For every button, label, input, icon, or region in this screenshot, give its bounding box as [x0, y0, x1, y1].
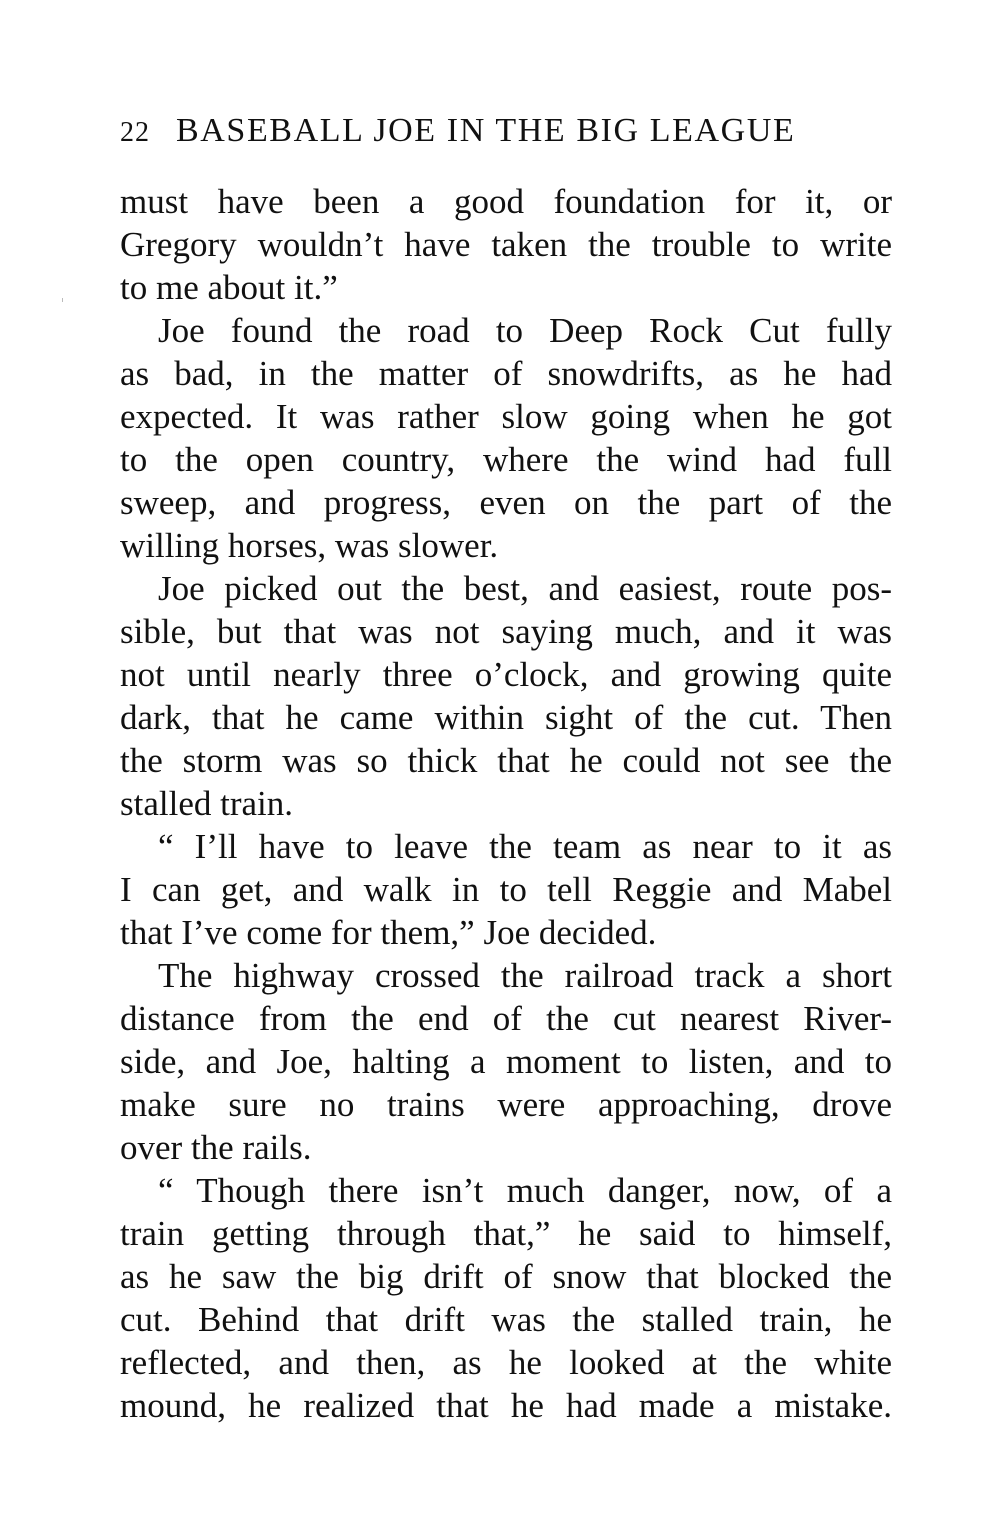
text-line: as he saw the big drift of snow that blocked the — [120, 1257, 892, 1296]
text-line: to me about it.” — [120, 268, 338, 307]
text-line: make sure no trains were approaching, drove — [120, 1085, 892, 1124]
text-line: “ I’ll have to leave the team as near to it as — [158, 827, 892, 866]
text-line: as bad, in the matter of snowdrifts, as he had — [120, 354, 892, 393]
text-line: The highway crossed the railroad track a short — [158, 956, 892, 995]
running-title: BASEBALL JOE IN THE BIG LEAGUE — [176, 112, 796, 149]
text-line: “ Though there isn’t much danger, now, of a — [158, 1171, 892, 1210]
text-line: stalled train. — [120, 784, 294, 823]
text-line: mound, he realized that he had made a mistake. — [120, 1386, 892, 1425]
text-line: must have been a good foundation for it, or — [120, 182, 892, 221]
text-line: dark, that he came within sight of the cut. Then — [120, 698, 892, 737]
text-line: that I’ve come for them,” Joe decided. — [120, 913, 657, 952]
text-line: side, and Joe, halting a moment to listen, and to — [120, 1042, 892, 1081]
text-line: Gregory wouldn’t have taken the trouble to write — [120, 225, 892, 264]
text-line: over the rails. — [120, 1128, 312, 1167]
text-line: Joe found the road to Deep Rock Cut fully — [158, 311, 892, 350]
text-line: reflected, and then, as he looked at the white — [120, 1343, 892, 1382]
running-header — [120, 112, 890, 156]
text-line: sweep, and progress, even on the part of the — [120, 483, 892, 522]
text-line: expected. It was rather slow going when he got — [120, 397, 892, 436]
text-line: cut. Behind that drift was the stalled train, he — [120, 1300, 892, 1339]
text-line: to the open country, where the wind had full — [120, 440, 892, 479]
text-line: distance from the end of the cut nearest River- — [120, 999, 892, 1038]
text-line: I can get, and walk in to tell Reggie and Mabel — [120, 870, 892, 909]
text-line: Joe picked out the best, and easiest, route pos- — [158, 569, 892, 608]
text-line: sible, but that was not saying much, and it was — [120, 612, 892, 651]
margin-mark — [62, 298, 63, 302]
page-number: 22 — [120, 117, 150, 148]
text-line: not until nearly three o’clock, and growing quite — [120, 655, 892, 694]
body-text — [120, 180, 892, 1427]
text-line: train getting through that,” he said to himself, — [120, 1214, 892, 1253]
text-line: the storm was so thick that he could not see the — [120, 741, 892, 780]
text-line: willing horses, was slower. — [120, 526, 499, 565]
